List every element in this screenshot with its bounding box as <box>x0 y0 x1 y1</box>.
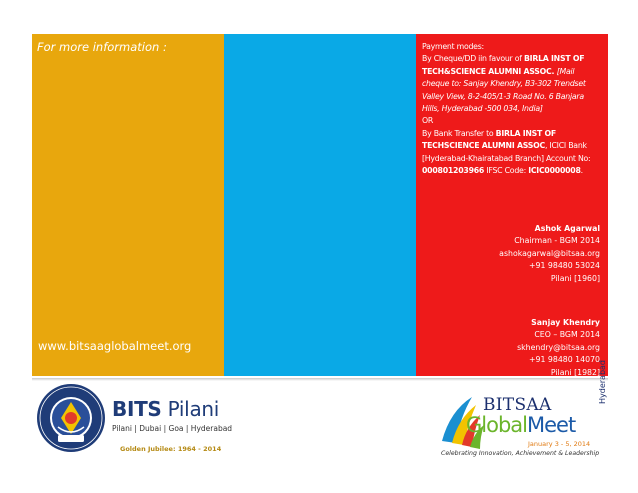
global-meet-wordmark <box>466 413 575 437</box>
bits-name-bold: BITS <box>112 397 162 421</box>
payment-line <box>422 41 606 53</box>
payment-segment: BIRLA INST OF <box>495 128 556 138</box>
payment-segment: Hills, Hyderabad -500 034, India] <box>422 104 543 114</box>
footer-divider <box>32 378 608 381</box>
info-panel-blue <box>224 34 416 376</box>
payment-segment: BIRLA INST OF <box>523 54 585 64</box>
global-meet-tagline: Celebrating Innovation, Achievement & Leadership <box>441 450 600 457</box>
contact-chairman <box>420 223 600 285</box>
payment-segment: TECH&SCIENCE ALUMNI ASSOC. <box>422 66 557 76</box>
contact-ceo <box>420 317 600 379</box>
payment-segment: [Hyderabad-Khairatabad Branch] Account No: <box>422 153 591 163</box>
payment-segment: [Mail <box>556 66 575 76</box>
global-word: Global <box>466 413 527 437</box>
contact-campus: Pilani [1960] <box>550 273 600 283</box>
payment-segment: . <box>580 166 583 176</box>
payment-segment: IFSC Code: <box>484 166 529 176</box>
contact-name: Sanjay Khendry <box>531 318 600 327</box>
golden-jubilee-text: Golden Jubilee: 1964 - 2014 <box>120 445 222 453</box>
payment-line <box>422 91 606 103</box>
payment-segment: ICIC0000008 <box>528 166 581 176</box>
contact-role: CEO – BGM 2014 <box>534 330 600 340</box>
payment-segment: Valley View, 8-2-405/1-3 Road No. 6 Banjara <box>422 91 584 101</box>
payment-line <box>422 66 606 78</box>
contact-phone: +91 98480 14070 <box>528 355 600 365</box>
payment-line <box>422 140 606 152</box>
payment-segment: , ICICI Bank <box>544 141 587 151</box>
payment-line <box>422 165 606 177</box>
meet-word: Meet <box>527 413 576 437</box>
payment-segment: 000801203966 <box>422 166 485 176</box>
payment-line <box>422 115 606 127</box>
payment-line <box>422 128 606 140</box>
more-information-heading: For more information : <box>37 40 167 54</box>
info-panel-yellow <box>32 34 224 376</box>
website-link[interactable]: www.bitsaaglobalmeet.org <box>38 339 192 353</box>
contact-role: Chairman - BGM 2014 <box>514 236 600 246</box>
payment-segment: TECHSCIENCE ALUMNI ASSOC <box>422 141 545 151</box>
contact-email[interactable]: skhendry@bitsaa.org <box>517 342 600 352</box>
bits-name-rest: Pilani <box>161 397 220 421</box>
payment-segment: Payment modes: <box>422 42 484 51</box>
payment-line <box>422 53 606 65</box>
bits-campuses: Pilani | Dubai | Goa | Hyderabad <box>112 424 233 433</box>
bits-pilani-title <box>112 397 219 421</box>
payment-segment: By Bank Transfer to <box>422 128 496 138</box>
payment-line <box>422 153 606 165</box>
contact-phone: +91 98480 53024 <box>528 261 600 271</box>
bits-crest-logo <box>36 383 106 453</box>
payment-segment: cheque to: Sanjay Khendry, B3-302 Trendset <box>422 79 586 89</box>
global-meet-date: January 3 - 5, 2014 <box>528 440 591 448</box>
payment-modes-text <box>422 41 606 177</box>
payment-segment: By Cheque/DD iin favour of <box>422 54 524 64</box>
payment-line <box>422 103 606 115</box>
contact-email[interactable]: ashokagarwal@bitsaa.org <box>499 248 600 258</box>
contact-campus: Pilani [1982] <box>550 367 600 377</box>
payment-segment: OR <box>422 116 434 126</box>
bitsaa-wordmark: BITSAA <box>483 395 552 415</box>
payment-line <box>422 78 606 90</box>
contact-name: Ashok Agarwal <box>534 224 600 233</box>
hyderabad-label: Hyderabad <box>598 360 607 404</box>
